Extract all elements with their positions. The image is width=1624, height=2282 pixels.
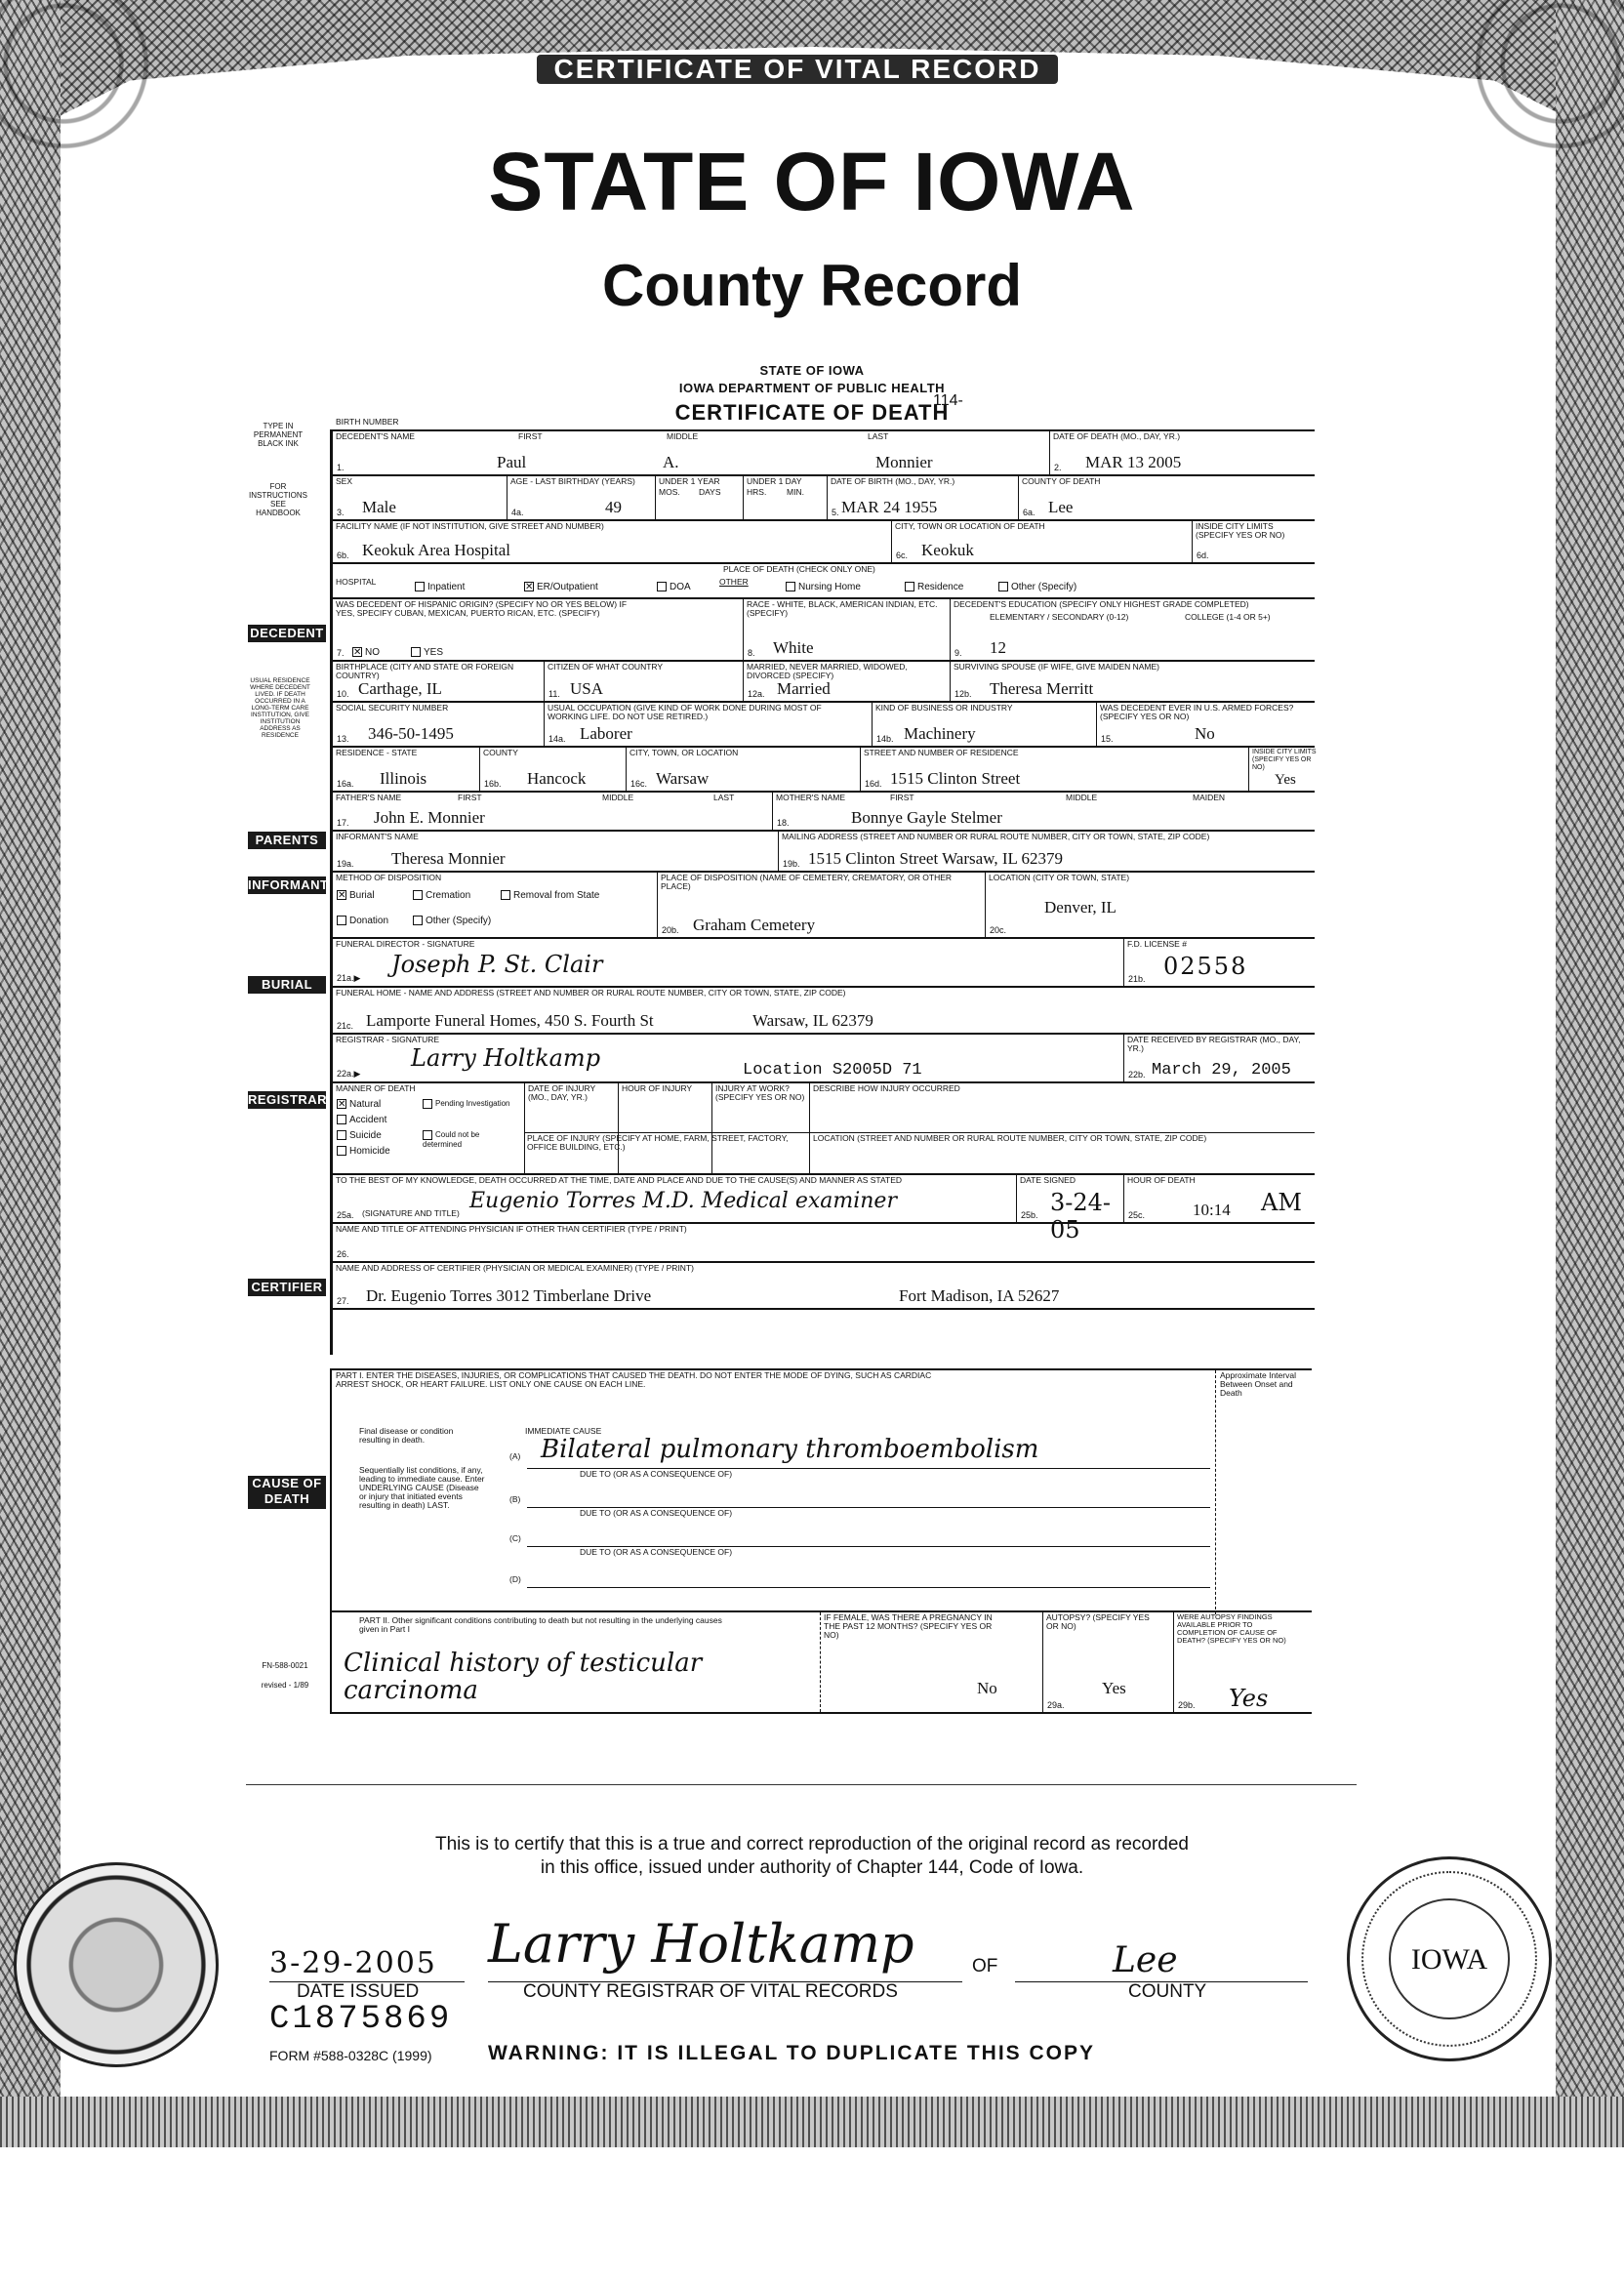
row-hispanic-race: WAS DECEDENT OF HISPANIC ORIGIN? (SPECIFY NO OR YES BELOW) IF YES, SPECIFY CUBAN, MEXICAN, PUERTO RICAN, ETC. (SPECIFY) 7. ✕ NO YES RACE - WHITE, BLACK, AMERICAN INDIAN, ETC. (SPECIFY) 8. White DECEDENT'S EDUCATION (SPECIFY ONLY HIGHEST GRADE COMPLETED) ELEMENTARY / SECONDARY (0-12) COLLEGE (1-4 OR 5+) 9. 12 <box>333 597 1315 660</box>
registrar-location: Location S2005D 71 <box>743 1061 922 1080</box>
residence-inside-city: Yes <box>1275 772 1296 788</box>
county-registrar-seal: IOWA <box>1347 1856 1552 2061</box>
autopsy-answer: Yes <box>1102 1679 1126 1697</box>
cause-line-a: Bilateral pulmonary thromboembolism <box>541 1435 1039 1464</box>
header-department: IOWA DEPARTMENT OF PUBLIC HEALTH <box>678 381 946 395</box>
autopsy-findings-answer: Yes <box>1229 1685 1269 1712</box>
date-issued-label: DATE ISSUED <box>297 1981 420 2002</box>
form-revised: revised - 1/89 <box>261 1681 309 1690</box>
row-certifier-address: NAME AND ADDRESS OF CERTIFIER (PHYSICIAN OR MEDICAL EXAMINER) (TYPE / PRINT) 27. Dr. Eugenio Torres 3012 Timberlane Drive Fort Madison, IA 52627 <box>333 1261 1315 1310</box>
birth-number-label: BIRTH NUMBER <box>336 417 399 427</box>
armed-forces: No <box>1195 724 1215 743</box>
state-title: STATE OF IOWA <box>488 136 1136 227</box>
type-ink-note: TYPE IN PERMANENT BLACK INK <box>253 422 304 448</box>
row-manner-of-death: MANNER OF DEATH ✕ Natural Accident Suicide Homicide Pending Investigation Could not be determined DATE OF INJURY (MO., DAY, YR.) HOUR OF INJURY INJURY AT WORK? (SPECIFY YES OR NO) DESCRIBE HOW INJURY OCCURRED <box>333 1081 1315 1173</box>
date-of-death: MAR 13 2005 <box>1085 453 1182 471</box>
row-disposition: METHOD OF DISPOSITION ✕ Burial Cremation Removal from State Donation Other (Specify) PLACE OF DISPOSITION (NAME OF CEMETERY, CREMATORY, OR OTHER PLACE) 20b. Graham Cemetery LOCATION (CITY OR TOWN, STATE) 20c. Denver, IL <box>333 871 1315 937</box>
funeral-home-name: Lamporte Funeral Homes, 450 S. Fourth St <box>366 1011 654 1030</box>
tab-certifier: CERTIFIER <box>248 1279 326 1296</box>
county-registrar-signature: Larry Holtkamp <box>488 1913 914 1975</box>
death-certificate-form <box>330 429 1317 1355</box>
surviving-spouse: Theresa Merritt <box>990 679 1094 698</box>
vital-record-banner: CERTIFICATE OF VITAL RECORD <box>535 53 1060 86</box>
row-informant: INFORMANT'S NAME 19a. Theresa Monnier MAILING ADDRESS (STREET AND NUMBER OR RURAL ROUTE NUMBER, CITY OR TOWN, STATE, ZIP CODE) 19b. 1515 Clinton Street Warsaw, IL 62379 <box>333 830 1315 871</box>
certifier-signature: Eugenio Torres M.D. Medical examiner <box>469 1189 897 1213</box>
row-funeral-home: FUNERAL HOME - NAME AND ADDRESS (STREET AND NUMBER OR RURAL ROUTE NUMBER, CITY OR TOWN, STATE, ZIP CODE) 21c. Lamporte Funeral Homes, 450 S. Fourth St Warsaw, IL 62379 <box>333 986 1315 1033</box>
funeral-director-signature: Joseph P. St. Clair <box>391 951 603 978</box>
residence-street: 1515 Clinton Street <box>890 769 1021 788</box>
residence-city: Warsaw <box>656 769 710 788</box>
state-of-iowa-seal <box>14 1862 219 2067</box>
citizenship: USA <box>570 679 604 698</box>
place-of-disposition: Graham Cemetery <box>693 916 816 934</box>
decedent-first-name: Paul <box>497 453 527 471</box>
row-facility: FACILITY NAME (IF NOT INSTITUTION, GIVE STREET AND NUMBER) 6b. Keokuk Area Hospital CITY, TOWN OR LOCATION OF DEATH 6c. Keokuk INSIDE CITY LIMITS (SPECIFY YES OR NO) 6d. <box>333 519 1315 562</box>
certificate-number: 114- <box>933 392 963 409</box>
tab-cause-of-death: CAUSE OF DEATH <box>248 1476 326 1509</box>
decedent-last-name: Monnier <box>875 453 933 471</box>
usual-residence-note: USUAL RESIDENCE WHERE DECEDENT LIVED. IF DEATH OCCURRED IN A LONG-TERM CARE INSTITUTION, GIVE INSTITUTION ADDRESS AS RESIDENCE <box>250 677 310 739</box>
date-issued-value: 3-29-2005 <box>269 1946 437 1980</box>
hour-of-death-ampm: AM <box>1261 1189 1302 1216</box>
county-of-death: Lee <box>1048 498 1074 516</box>
mother-name: Bonnye Gayle Stelmer <box>851 808 1002 827</box>
fd-license-number: 02558 <box>1163 953 1248 980</box>
duplication-warning: WARNING: IT IS ILLEGAL TO DUPLICATE THIS COPY <box>488 2042 1096 2064</box>
county-label: COUNTY <box>1128 1981 1207 2002</box>
certifier-city: Fort Madison, IA 52627 <box>899 1286 1060 1305</box>
form-code: FN-588-0021 <box>262 1661 308 1670</box>
county-name-value: Lee <box>1113 1940 1178 1980</box>
footer-divider <box>246 1784 1357 1785</box>
row-funeral-director: FUNERAL DIRECTOR - SIGNATURE 21a.▶ Joseph P. St. Clair F.D. LICENSE # 21b. 02558 <box>333 937 1315 986</box>
row-registrar: REGISTRAR - SIGNATURE 22a.▶ Larry Holtkamp Location S2005D 71 DATE RECEIVED BY REGISTRAR (MO., DAY, YR.) 22b. March 29, 2005 <box>333 1033 1315 1081</box>
header-state: STATE OF IOWA <box>759 363 865 378</box>
funeral-home-city: Warsaw, IL 62379 <box>752 1011 873 1030</box>
cause-of-death-part2: PART II. Other significant conditions contributing to death but not resulting in the underlying causes given in Part I Clinical history of testicular carcinoma IF FEMALE, WAS THERE A PREGNANCY IN THE PAST 12 MONTHS? (SPECIFY YES OR NO) No AUTOPSY? (SPECIFY YES OR NO) 29a. Yes WERE AUTOPSY FINDINGS AVAILABLE PRIOR TO COMPLETION OF CAUSE OF DEATH? (SPECIFY YES OR NO) 29b. Yes <box>330 1612 1312 1714</box>
row-place-of-death: PLACE OF DEATH (CHECK ONLY ONE) HOSPITAL Inpatient ✕ ER/Outpatient DOA OTHER Nursing Home Residence Other (Specify) <box>333 562 1315 597</box>
residence-state: Illinois <box>380 769 427 788</box>
of-label: OF <box>972 1956 998 1976</box>
informant-name: Theresa Monnier <box>391 849 506 868</box>
informant-address: 1515 Clinton Street Warsaw, IL 62379 <box>808 849 1063 868</box>
tab-burial: BURIAL <box>248 976 326 994</box>
marital-status: Married <box>777 679 831 698</box>
pregnancy-answer: No <box>977 1679 997 1697</box>
decedent-education: 12 <box>990 638 1006 657</box>
residence-county: Hancock <box>527 769 587 788</box>
county-record-title: County Record <box>601 253 1023 318</box>
facility-name: Keokuk Area Hospital <box>362 541 511 559</box>
certification-statement: This is to certify that this is a true and correct reproduction of the original record as recorded in this office, issued under authority of Chapter 144, Code of Iowa. <box>435 1834 1189 1878</box>
certifier-address: Dr. Eugenio Torres 3012 Timberlane Drive <box>366 1286 652 1305</box>
certificate-of-death-title: CERTIFICATE OF DEATH <box>674 400 950 425</box>
father-name: John E. Monnier <box>374 808 485 827</box>
cause-of-death-part1: PART I. ENTER THE DISEASES, INJURIES, OR COMPLICATIONS THAT CAUSED THE DEATH. DO NOT ENTER THE MODE OF DYING, SUCH AS CARDIAC ARREST SHOCK, OR HEART FAILURE. LIST ONLY ONE CAUSE ON EACH LINE. Approximate Interval Between Onset and Death Final disease or condition resulting in death. Sequentially list conditions, if any, leading to immediate cause. Enter UNDERLYING CAUSE (Disease or injury that initiated events resulting in death) LAST. IMMEDIATE CAUSE (A) Bilateral pulmonary thromboembolism DUE TO (OR AS A CONSEQUENCE OF) (B) DUE TO (OR AS A CONSEQUENCE OF) (C) DUE TO (OR AS A CONSEQUENCE OF) (D) <box>330 1368 1312 1612</box>
row-sex-age: SEX 3. Male AGE - LAST BIRTHDAY (YEARS) 4a. 49 UNDER 1 YEAR MOS. DAYS UNDER 1 DAY HRS. MIN. DATE OF BIRTH (MO., DAY, YR.) 5. MAR 24 1955 COUNTY OF DEATH 6a. Lee <box>333 474 1315 519</box>
registrar-signature: Larry Holtkamp <box>411 1044 601 1072</box>
row-parents: FATHER'S NAME FIRST MIDDLE LAST 17. John E. Monnier MOTHER'S NAME FIRST MIDDLE MAIDEN 18. Bonnye Gayle Stelmer <box>333 791 1315 830</box>
disposition-location: Denver, IL <box>1044 898 1116 917</box>
part2-conditions: Clinical history of testicular carcinoma <box>344 1649 703 1705</box>
row-name: DECEDENT'S NAME FIRST MIDDLE LAST 1. Paul A. Monnier DATE OF DEATH (MO., DAY, YR.) 2. MAR 13 2005 <box>333 429 1315 474</box>
hour-of-death: 10:14 <box>1193 1201 1231 1219</box>
form-number: FORM #588-0328C (1999) <box>269 2048 432 2063</box>
county-registrar-label: COUNTY REGISTRAR OF VITAL RECORDS <box>523 1981 898 2002</box>
date-of-birth: MAR 24 1955 <box>841 498 938 516</box>
tab-informant: INFORMANT <box>248 877 329 892</box>
serial-number: C1875869 <box>269 2001 453 2038</box>
row-birthplace: BIRTHPLACE (CITY AND STATE OR FOREIGN COUNTRY) 10. Carthage, IL CITIZEN OF WHAT COUNTRY 11. USA MARRIED, NEVER MARRIED, WIDOWED, DIVORCED (SPECIFY) 12a. Married SURVIVING SPOUSE (IF WIFE, GIVE MAIDEN NAME) 12b. Theresa Merritt <box>333 660 1315 701</box>
tab-registrar: REGISTRAR <box>248 1092 328 1107</box>
decedent-sex: Male <box>362 498 396 516</box>
date-signed: 3-24-05 <box>1050 1189 1112 1243</box>
date-received: March 29, 2005 <box>1152 1061 1291 1080</box>
row-attending-physician: NAME AND TITLE OF ATTENDING PHYSICIAN IF OTHER THAN CERTIFIER (TYPE / PRINT) 26. <box>333 1222 1315 1261</box>
instructions-note: FOR INSTRUCTIONS SEE HANDBOOK <box>249 482 307 517</box>
kind-of-business: Machinery <box>904 724 976 743</box>
social-security-number: 346-50-1495 <box>368 724 454 743</box>
birthplace: Carthage, IL <box>358 679 442 698</box>
decedent-age: 49 <box>605 498 622 516</box>
decedent-race: White <box>773 638 814 657</box>
row-place-of-injury: PLACE OF INJURY (SPECIFY AT HOME, FARM, STREET, FACTORY, OFFICE BUILDING, ETC.) LOCATION (STREET AND NUMBER OR RURAL ROUTE NUMBER, CITY OR TOWN, STATE, ZIP CODE) <box>524 1132 1315 1173</box>
decedent-middle-name: A. <box>663 453 679 471</box>
usual-occupation: Laborer <box>580 724 632 743</box>
city-of-death: Keokuk <box>921 541 974 559</box>
row-residence: RESIDENCE - STATE 16a. Illinois COUNTY 16b. Hancock CITY, TOWN, OR LOCATION 16c. Warsaw STREET AND NUMBER OF RESIDENCE 16d. 1515 Clinton Street INSIDE CITY LIMITS (SPECIFY YES OR NO) Yes <box>333 746 1315 791</box>
row-certifier-signature: TO THE BEST OF MY KNOWLEDGE, DEATH OCCURRED AT THE TIME, DATE AND PLACE AND DUE TO THE CAUSE(S) AND MANNER AS STATED 25a. (SIGNATURE AND TITLE) Eugenio Torres M.D. Medical examiner DATE SIGNED 25b. 3-24-05 HOUR OF DEATH 25c. 10:14 AM <box>333 1173 1315 1222</box>
tab-decedent: DECEDENT <box>248 625 326 642</box>
row-ssn-occupation: SOCIAL SECURITY NUMBER 13. 346-50-1495 USUAL OCCUPATION (GIVE KIND OF WORK DONE DURING MOST OF WORKING LIFE. DO NOT USE RETIRED.) 14a. Laborer KIND OF BUSINESS OR INDUSTRY 14b. Machinery WAS DECEDENT EVER IN U.S. ARMED FORCES? (SPECIFY YES OR NO) 15. No <box>333 701 1315 746</box>
tab-parents: PARENTS <box>248 832 326 849</box>
